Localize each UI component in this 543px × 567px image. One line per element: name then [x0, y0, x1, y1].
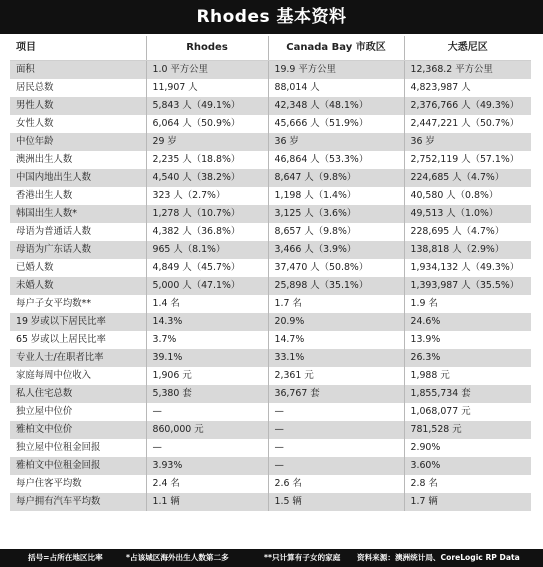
canada-bay-value: 37,470 人（50.8%） — [268, 259, 404, 277]
greater-sydney-value: 2.90% — [404, 439, 531, 457]
footer-note-children: **只计算有子女的家庭 — [264, 553, 341, 562]
rhodes-value: 4,849 人（45.7%） — [146, 259, 268, 277]
greater-sydney-value: 2.8 名 — [404, 475, 531, 493]
rhodes-value: 4,540 人（38.2%） — [146, 169, 268, 187]
row-label: 韩国出生人数* — [10, 205, 146, 223]
rhodes-value: 14.3% — [146, 313, 268, 331]
canada-bay-value: 33.1% — [268, 349, 404, 367]
canada-bay-value: 36,767 套 — [268, 385, 404, 403]
canada-bay-value: 2,361 元 — [268, 367, 404, 385]
table-row — [10, 457, 531, 475]
row-label: 中位年龄 — [10, 133, 146, 151]
page-title: Rhodes 基本资料 — [0, 0, 543, 34]
canada-bay-value: — — [268, 421, 404, 439]
table-row — [10, 313, 531, 331]
greater-sydney-value: 1,855,734 套 — [404, 385, 531, 403]
footer-source: 资料来源：澳洲统计局、CoreLogic RP Data — [357, 553, 520, 562]
greater-sydney-value: 1,934,132 人（49.3%） — [404, 259, 531, 277]
header-canada-bay: Canada Bay 市政区 — [268, 36, 404, 61]
rhodes-value: 1.1 辆 — [146, 493, 268, 511]
table-row — [10, 133, 531, 151]
canada-bay-value: 3,125 人（3.6%） — [268, 205, 404, 223]
greater-sydney-value: 49,513 人（1.0%） — [404, 205, 531, 223]
table-row — [10, 349, 531, 367]
rhodes-value: — — [146, 403, 268, 421]
canada-bay-value: 1.7 名 — [268, 295, 404, 313]
rhodes-value: 1,278 人（10.7%） — [146, 205, 268, 223]
table-row — [10, 439, 531, 457]
row-label: 雅柏文中位租金回报 — [10, 457, 146, 475]
rhodes-value: 2.4 名 — [146, 475, 268, 493]
row-label: 雅柏文中位价 — [10, 421, 146, 439]
row-label: 澳洲出生人数 — [10, 151, 146, 169]
table-row — [10, 277, 531, 295]
table-row — [10, 403, 531, 421]
canada-bay-value: 36 岁 — [268, 133, 404, 151]
row-label: 独立屋中位租金回报 — [10, 439, 146, 457]
rhodes-value: 965 人（8.1%） — [146, 241, 268, 259]
greater-sydney-value: 1,988 元 — [404, 367, 531, 385]
greater-sydney-value: 1,393,987 人（35.5%） — [404, 277, 531, 295]
header-item: 项目 — [10, 36, 146, 61]
table-row — [10, 97, 531, 115]
canada-bay-value: 88,014 人 — [268, 79, 404, 97]
canada-bay-value: 25,898 人（35.1%） — [268, 277, 404, 295]
row-label: 私人住宅总数 — [10, 385, 146, 403]
greater-sydney-value: 36 岁 — [404, 133, 531, 151]
rhodes-value: 5,000 人（47.1%） — [146, 277, 268, 295]
table-row — [10, 205, 531, 223]
row-label: 香港出生人数 — [10, 187, 146, 205]
row-label: 母语为普通话人数 — [10, 223, 146, 241]
row-label: 每户拥有汽车平均数 — [10, 493, 146, 511]
greater-sydney-value: 781,528 元 — [404, 421, 531, 439]
greater-sydney-value: 3.60% — [404, 457, 531, 475]
table-header — [10, 36, 531, 61]
header-greater-sydney: 大悉尼区 — [404, 36, 531, 61]
row-label: 专业人士/在职者比率 — [10, 349, 146, 367]
rhodes-value: 29 岁 — [146, 133, 268, 151]
greater-sydney-value: 13.9% — [404, 331, 531, 349]
canada-bay-value: 42,348 人（48.1%） — [268, 97, 404, 115]
canada-bay-value: — — [268, 403, 404, 421]
greater-sydney-value: 2,752,119 人（57.1%） — [404, 151, 531, 169]
row-label: 65 岁或以上居民比率 — [10, 331, 146, 349]
stats-table — [10, 36, 531, 511]
canada-bay-value: 46,864 人（53.3%） — [268, 151, 404, 169]
footer-note-ratio: 括号=占所在地区比率 — [28, 553, 103, 562]
rhodes-value: — — [146, 439, 268, 457]
canada-bay-value: 1.5 辆 — [268, 493, 404, 511]
rhodes-value: 323 人（2.7%） — [146, 187, 268, 205]
table-row — [10, 475, 531, 493]
row-label: 男性人数 — [10, 97, 146, 115]
row-label: 已婚人数 — [10, 259, 146, 277]
footer-note-korea: *占该城区海外出生人数第二多 — [126, 553, 229, 562]
greater-sydney-value: 12,368.2 平方公里 — [404, 61, 531, 80]
rhodes-value: 860,000 元 — [146, 421, 268, 439]
table-body — [10, 61, 531, 512]
row-label: 母语为广东话人数 — [10, 241, 146, 259]
rhodes-value: 5,380 套 — [146, 385, 268, 403]
header-row — [10, 36, 531, 61]
canada-bay-value: 3,466 人（3.9%） — [268, 241, 404, 259]
row-label: 家庭每周中位收入 — [10, 367, 146, 385]
canada-bay-value: — — [268, 439, 404, 457]
header-rhodes: Rhodes — [146, 36, 268, 61]
rhodes-value: 1.4 名 — [146, 295, 268, 313]
row-label: 19 岁或以下居民比率 — [10, 313, 146, 331]
row-label: 女性人数 — [10, 115, 146, 133]
table-row — [10, 115, 531, 133]
rhodes-value: 6,064 人（50.9%） — [146, 115, 268, 133]
rhodes-value: 3.93% — [146, 457, 268, 475]
rhodes-value: 1.0 平方公里 — [146, 61, 268, 80]
canada-bay-value: — — [268, 457, 404, 475]
greater-sydney-value: 2,376,766 人（49.3%） — [404, 97, 531, 115]
table-row — [10, 331, 531, 349]
rhodes-value: 39.1% — [146, 349, 268, 367]
canada-bay-value: 19.9 平方公里 — [268, 61, 404, 80]
row-label: 每户住客平均数 — [10, 475, 146, 493]
greater-sydney-value: 4,823,987 人 — [404, 79, 531, 97]
table-row — [10, 61, 531, 80]
table-row — [10, 223, 531, 241]
footer-notes — [0, 549, 543, 567]
canada-bay-value: 20.9% — [268, 313, 404, 331]
rhodes-value: 5,843 人（49.1%） — [146, 97, 268, 115]
canada-bay-value: 45,666 人（51.9%） — [268, 115, 404, 133]
row-label: 未婚人数 — [10, 277, 146, 295]
row-label: 面积 — [10, 61, 146, 80]
greater-sydney-value: 138,818 人（2.9%） — [404, 241, 531, 259]
greater-sydney-value: 224,685 人（4.7%） — [404, 169, 531, 187]
table-row — [10, 421, 531, 439]
row-label: 独立屋中位价 — [10, 403, 146, 421]
rhodes-value: 4,382 人（36.8%） — [146, 223, 268, 241]
table-row — [10, 493, 531, 511]
table-row — [10, 79, 531, 97]
table-row — [10, 295, 531, 313]
rhodes-value: 11,907 人 — [146, 79, 268, 97]
greater-sydney-value: 40,580 人（0.8%） — [404, 187, 531, 205]
greater-sydney-value: 1.7 辆 — [404, 493, 531, 511]
rhodes-value: 2,235 人（18.8%） — [146, 151, 268, 169]
table-row — [10, 259, 531, 277]
row-label: 居民总数 — [10, 79, 146, 97]
rhodes-value: 3.7% — [146, 331, 268, 349]
greater-sydney-value: 24.6% — [404, 313, 531, 331]
canada-bay-value: 2.6 名 — [268, 475, 404, 493]
greater-sydney-value: 2,447,221 人（50.7%） — [404, 115, 531, 133]
greater-sydney-value: 1,068,077 元 — [404, 403, 531, 421]
table-row — [10, 151, 531, 169]
rhodes-value: 1,906 元 — [146, 367, 268, 385]
table-row — [10, 169, 531, 187]
greater-sydney-value: 228,695 人（4.7%） — [404, 223, 531, 241]
row-label: 每户子女平均数** — [10, 295, 146, 313]
table-row — [10, 187, 531, 205]
canada-bay-value: 14.7% — [268, 331, 404, 349]
canada-bay-value: 1,198 人（1.4%） — [268, 187, 404, 205]
canada-bay-value: 8,657 人（9.8%） — [268, 223, 404, 241]
table-row — [10, 385, 531, 403]
table-row — [10, 241, 531, 259]
table-row — [10, 367, 531, 385]
greater-sydney-value: 26.3% — [404, 349, 531, 367]
row-label: 中国内地出生人数 — [10, 169, 146, 187]
greater-sydney-value: 1.9 名 — [404, 295, 531, 313]
canada-bay-value: 8,647 人（9.8%） — [268, 169, 404, 187]
